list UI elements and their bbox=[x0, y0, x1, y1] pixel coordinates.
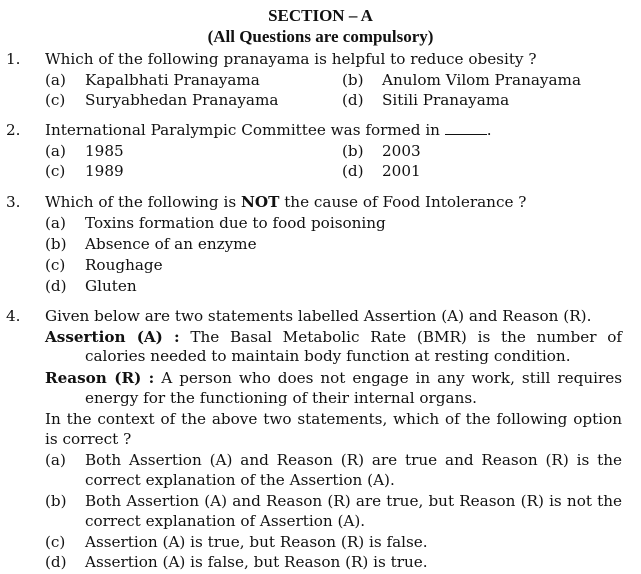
assertion-line-1 bbox=[45, 328, 622, 346]
question-text-tail: . bbox=[486, 121, 492, 139]
option-text: Absence of an enzyme bbox=[85, 235, 257, 253]
assertion-text: The Basal Metabolic Rate (BMR) is the number of bbox=[190, 328, 623, 346]
question-text-pre: Which of the following is bbox=[45, 193, 237, 211]
option-label: (b) bbox=[45, 492, 67, 510]
option-text: 2001 bbox=[382, 162, 421, 180]
option-text-cont: correct explanation of the Assertion (A). bbox=[85, 471, 395, 489]
option-text: 2003 bbox=[382, 142, 421, 160]
reason-line-1 bbox=[45, 369, 622, 387]
option-label: (c) bbox=[45, 256, 66, 274]
option-label: (a) bbox=[45, 214, 66, 232]
option-label: (d) bbox=[45, 553, 67, 571]
context-line-2: is correct ? bbox=[45, 430, 132, 448]
option-label: (c) bbox=[45, 162, 66, 180]
option-text: Toxins formation due to food poisoning bbox=[85, 214, 386, 232]
option-text: Assertion (A) is false, but Reason (R) is true. bbox=[85, 553, 428, 571]
question-text-emphasis: NOT bbox=[240, 193, 280, 211]
question-text bbox=[45, 193, 526, 211]
question-number: 4. bbox=[6, 307, 21, 325]
reason-text: A person who does not engage in any work, still requires bbox=[161, 369, 622, 387]
context-line-1: In the context of the above two statements, which of the following option bbox=[45, 410, 622, 428]
question-text-main: International Paralympic Committee was formed in bbox=[45, 121, 440, 139]
reason-label: Reason (R) : bbox=[45, 369, 155, 387]
option-text: Both Assertion (A) and Reason (R) are true and Reason (R) is the bbox=[85, 451, 622, 469]
option-label: (d) bbox=[342, 162, 364, 180]
option-label: (a) bbox=[45, 142, 66, 160]
option-label: (c) bbox=[45, 91, 66, 109]
option-text: 1985 bbox=[85, 142, 124, 160]
option-label: (b) bbox=[342, 142, 364, 160]
fill-blank bbox=[445, 121, 487, 135]
question-number: 1. bbox=[6, 50, 21, 68]
option-text: Roughage bbox=[85, 256, 163, 274]
option-text: Suryabhedan Pranayama bbox=[85, 91, 279, 109]
question-text bbox=[45, 121, 492, 139]
option-text: 1989 bbox=[85, 162, 124, 180]
option-label: (d) bbox=[45, 277, 67, 295]
option-label: (a) bbox=[45, 71, 66, 89]
option-text: Assertion (A) is true, but Reason (R) is false. bbox=[85, 533, 428, 551]
question-number: 3. bbox=[6, 193, 21, 211]
option-label: (c) bbox=[45, 533, 66, 551]
option-text: Sitili Pranayama bbox=[382, 91, 510, 109]
section-title: SECTION – A bbox=[268, 6, 373, 25]
option-text-cont: correct explanation of Assertion (A). bbox=[85, 512, 366, 530]
reason-line-2: energy for the functioning of their internal organs. bbox=[85, 389, 477, 407]
option-text: Anulom Vilom Pranayama bbox=[382, 71, 582, 89]
option-text: Both Assertion (A) and Reason (R) are true, but Reason (R) is not the bbox=[85, 492, 622, 510]
option-text: Gluten bbox=[85, 277, 137, 295]
assertion-line-2: calories needed to maintain body function at resting condition. bbox=[85, 347, 571, 365]
assertion-label: Assertion (A) : bbox=[45, 328, 180, 346]
option-text: Kapalbhati Pranayama bbox=[85, 71, 260, 89]
option-label: (b) bbox=[45, 235, 67, 253]
option-label: (b) bbox=[342, 71, 364, 89]
question-text: Which of the following pranayama is helpful to reduce obesity ? bbox=[45, 50, 537, 68]
question-intro: Given below are two statements labelled Assertion (A) and Reason (R). bbox=[45, 307, 592, 325]
question-text-post: the cause of Food Intolerance ? bbox=[284, 193, 527, 211]
option-label: (d) bbox=[342, 91, 364, 109]
section-subtitle: (All Questions are compulsory) bbox=[207, 27, 434, 46]
question-number: 2. bbox=[6, 121, 21, 139]
option-label: (a) bbox=[45, 451, 66, 469]
